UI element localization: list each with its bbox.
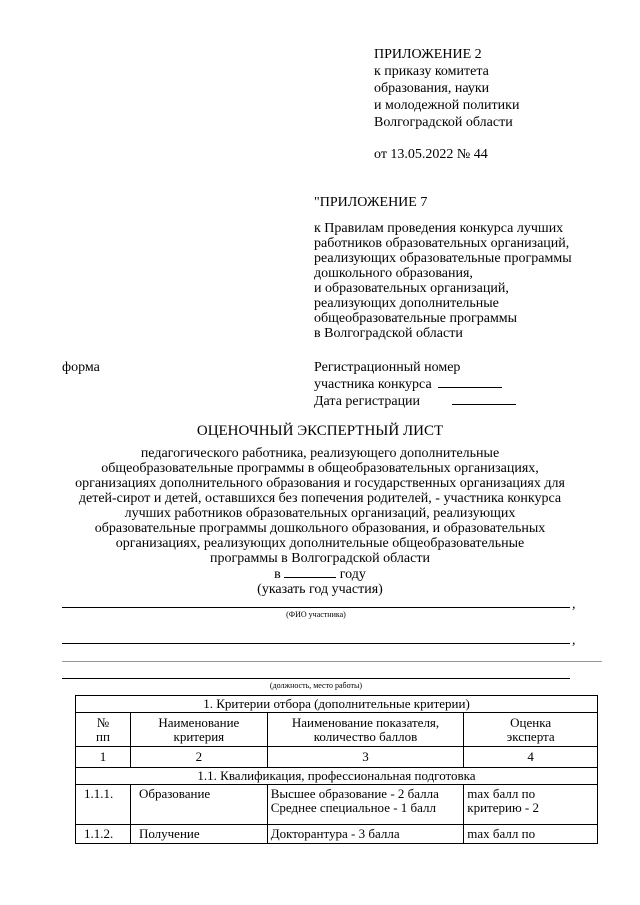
table-row bbox=[76, 825, 598, 844]
position-field-continuation[interactable] bbox=[62, 678, 570, 679]
column-header-number: № пп bbox=[76, 713, 131, 747]
description-line: программы в Волгоградской области bbox=[210, 551, 430, 566]
appendix-7-line: и образовательных организаций, bbox=[314, 281, 509, 296]
criteria-table bbox=[75, 695, 598, 844]
year-prefix: в bbox=[274, 567, 281, 582]
fio-field[interactable] bbox=[62, 607, 570, 608]
appendix-7-line: в Волгоградской области bbox=[314, 326, 463, 341]
appendix-7-block bbox=[314, 194, 572, 341]
appendix-2-line: и молодежной политики bbox=[374, 98, 520, 113]
year-field[interactable] bbox=[284, 566, 336, 578]
table-subsection-title: 1.1. Квалификация, профессиональная подготовка bbox=[76, 768, 598, 785]
appendix-7-line: реализующих дополнительные bbox=[314, 296, 499, 311]
table-section-row bbox=[76, 696, 598, 713]
description-line: лучших работников образовательных организаций, реализующих bbox=[124, 506, 516, 521]
appendix-2-line: ПРИЛОЖЕНИЕ 2 bbox=[374, 47, 482, 62]
position-caption: (должность, место работы) bbox=[269, 681, 363, 690]
appendix-7-line: дошкольного образования, bbox=[314, 266, 473, 281]
row-indicator: Докторантура - 3 балла bbox=[267, 825, 464, 844]
column-number: 2 bbox=[130, 747, 267, 768]
row-number: 1.1.2. bbox=[76, 825, 131, 844]
table-header-row bbox=[76, 713, 598, 747]
registration-number-label: Регистрационный номер bbox=[314, 360, 461, 375]
appendix-7-line: реализующих образовательные программы bbox=[314, 251, 572, 266]
appendix-2-line: образования, науки bbox=[374, 81, 490, 96]
row-score[interactable]: max балл по bbox=[464, 825, 598, 844]
description-line: образовательные программы дошкольного образования, и образовательных bbox=[94, 521, 546, 536]
appendix-2-line: к приказу комитета bbox=[374, 64, 489, 79]
participant-label: участника конкурса bbox=[314, 377, 432, 392]
page-title: ОЦЕНОЧНЫЙ ЭКСПЕРТНЫЙ ЛИСТ bbox=[196, 423, 444, 439]
appendix-2-block bbox=[374, 46, 519, 163]
appendix-7-line: общеобразовательные программы bbox=[314, 311, 518, 326]
table-section-title: 1. Критерии отбора (дополнительные критерии) bbox=[76, 696, 598, 713]
year-suffix: году bbox=[339, 567, 366, 582]
description-line: организациях дополнительного образования и государственных организациях для bbox=[75, 476, 565, 491]
column-number: 3 bbox=[267, 747, 464, 768]
position-comma: , bbox=[572, 633, 576, 648]
description-line: общеобразовательные программы в общеобразовательных организациях, bbox=[101, 461, 539, 476]
year-line bbox=[40, 566, 600, 582]
registration-date-label: Дата регистрации bbox=[314, 394, 421, 409]
year-hint: (указать год участия) bbox=[257, 582, 383, 597]
description-line: педагогического работника, реализующего дополнительные bbox=[140, 446, 500, 461]
appendix-7-title: "ПРИЛОЖЕНИЕ 7 bbox=[314, 195, 428, 210]
table-number-row bbox=[76, 747, 598, 768]
appendix-7-line: к Правилам проведения конкурса лучших bbox=[314, 221, 564, 236]
column-header-score: Оценка эксперта bbox=[464, 713, 598, 747]
fio-comma: , bbox=[572, 597, 576, 612]
row-criterion: Получение bbox=[130, 825, 267, 844]
row-criterion: Образование bbox=[130, 785, 267, 825]
table-row bbox=[76, 785, 598, 825]
appendix-7-line: работников образовательных организаций, bbox=[314, 236, 570, 251]
position-field-continuation[interactable] bbox=[62, 661, 602, 662]
position-field[interactable] bbox=[62, 643, 570, 644]
description-line: организациях, реализующих дополнительные общеобразовательные bbox=[115, 536, 525, 551]
row-score[interactable]: max балл по критерию - 2 bbox=[464, 785, 598, 825]
row-number: 1.1.1. bbox=[76, 785, 131, 825]
column-number: 1 bbox=[76, 747, 131, 768]
row-indicator: Высшее образование - 2 балла Среднее специальное - 1 балл bbox=[267, 785, 464, 825]
form-label: форма bbox=[62, 360, 100, 375]
registration-block bbox=[314, 360, 516, 409]
description-line: детей-сирот и детей, оставшихся без попечения родителей, - участника конкурса bbox=[78, 491, 562, 506]
column-number: 4 bbox=[464, 747, 598, 768]
table-subsection-row bbox=[76, 768, 598, 785]
column-header-indicator: Наименование показателя, количество баллов bbox=[267, 713, 464, 747]
participant-number-field[interactable] bbox=[438, 375, 502, 388]
column-header-criterion: Наименование критерия bbox=[130, 713, 267, 747]
fio-caption: (ФИО участника) bbox=[286, 610, 346, 619]
description-block bbox=[40, 446, 600, 597]
appendix-2-line: Волгоградской области bbox=[374, 115, 513, 130]
order-date: от 13.05.2022 № 44 bbox=[374, 147, 488, 162]
registration-date-field[interactable] bbox=[452, 392, 516, 405]
